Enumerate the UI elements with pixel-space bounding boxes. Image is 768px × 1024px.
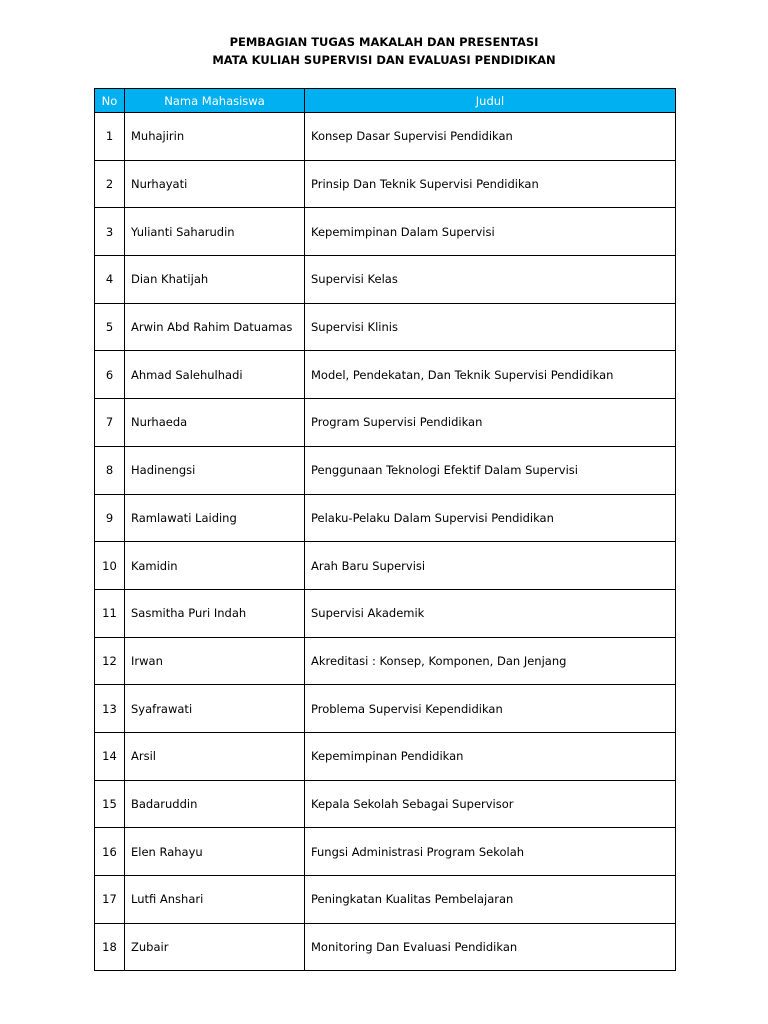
cell-nama-mahasiswa: Syafrawati [125, 685, 305, 733]
table-row [95, 113, 676, 161]
cell-no: 12 [95, 637, 125, 685]
cell-judul: Arah Baru Supervisi [305, 542, 676, 590]
table-row [95, 542, 676, 590]
cell-judul: Fungsi Administrasi Program Sekolah [305, 828, 676, 876]
cell-no: 11 [95, 589, 125, 637]
cell-judul: Akreditasi : Konsep, Komponen, Dan Jenjang [305, 637, 676, 685]
cell-no: 17 [95, 876, 125, 924]
document-title-line1: PEMBAGIAN TUGAS MAKALAH DAN PRESENTASI [229, 35, 539, 49]
table-row [95, 732, 676, 780]
cell-nama-mahasiswa: Irwan [125, 637, 305, 685]
document-title-line2: MATA KULIAH SUPERVISI DAN EVALUASI PENDIDIKAN [212, 53, 556, 67]
cell-nama-mahasiswa: Badaruddin [125, 780, 305, 828]
cell-nama-mahasiswa: Lutfi Anshari [125, 876, 305, 924]
cell-nama-mahasiswa: Arwin Abd Rahim Datuamas [125, 303, 305, 351]
cell-no: 14 [95, 732, 125, 780]
cell-nama-mahasiswa: Ahmad Salehulhadi [125, 351, 305, 399]
cell-judul: Program Supervisi Pendidikan [305, 399, 676, 447]
table-row [95, 446, 676, 494]
cell-nama-mahasiswa: Kamidin [125, 542, 305, 590]
cell-nama-mahasiswa: Sasmitha Puri Indah [125, 589, 305, 637]
assignment-table [94, 88, 676, 971]
table-header [95, 89, 676, 113]
header-nama-mahasiswa: Nama Mahasiswa [125, 89, 305, 113]
cell-judul: Konsep Dasar Supervisi Pendidikan [305, 113, 676, 161]
cell-judul: Model, Pendekatan, Dan Teknik Supervisi Pendidikan [305, 351, 676, 399]
cell-judul: Penggunaan Teknologi Efektif Dalam Supervisi [305, 446, 676, 494]
cell-no: 1 [95, 113, 125, 161]
header-no: No [95, 89, 125, 113]
table-row [95, 351, 676, 399]
table-row [95, 923, 676, 971]
cell-nama-mahasiswa: Muhajirin [125, 113, 305, 161]
cell-no: 7 [95, 399, 125, 447]
cell-nama-mahasiswa: Arsil [125, 732, 305, 780]
table-row [95, 685, 676, 733]
cell-no: 16 [95, 828, 125, 876]
cell-nama-mahasiswa: Yulianti Saharudin [125, 208, 305, 256]
header-row [95, 89, 676, 113]
cell-nama-mahasiswa: Elen Rahayu [125, 828, 305, 876]
cell-no: 5 [95, 303, 125, 351]
cell-judul: Kepemimpinan Pendidikan [305, 732, 676, 780]
cell-nama-mahasiswa: Zubair [125, 923, 305, 971]
cell-judul: Pelaku-Pelaku Dalam Supervisi Pendidikan [305, 494, 676, 542]
cell-no: 10 [95, 542, 125, 590]
table-row [95, 256, 676, 304]
cell-nama-mahasiswa: Hadinengsi [125, 446, 305, 494]
cell-judul: Prinsip Dan Teknik Supervisi Pendidikan [305, 160, 676, 208]
cell-no: 2 [95, 160, 125, 208]
cell-judul: Peningkatan Kualitas Pembelajaran [305, 876, 676, 924]
cell-nama-mahasiswa: Ramlawati Laiding [125, 494, 305, 542]
table-row [95, 876, 676, 924]
cell-no: 15 [95, 780, 125, 828]
cell-no: 3 [95, 208, 125, 256]
table-body [95, 113, 676, 971]
header-judul: Judul [305, 89, 676, 113]
cell-judul: Problema Supervisi Kependidikan [305, 685, 676, 733]
cell-nama-mahasiswa: Nurhayati [125, 160, 305, 208]
cell-no: 6 [95, 351, 125, 399]
cell-no: 9 [95, 494, 125, 542]
cell-no: 4 [95, 256, 125, 304]
cell-judul: Kepala Sekolah Sebagai Supervisor [305, 780, 676, 828]
table-row [95, 303, 676, 351]
cell-judul: Kepemimpinan Dalam Supervisi [305, 208, 676, 256]
table-row [95, 637, 676, 685]
cell-judul: Supervisi Kelas [305, 256, 676, 304]
cell-judul: Monitoring Dan Evaluasi Pendidikan [305, 923, 676, 971]
table-row [95, 160, 676, 208]
cell-no: 13 [95, 685, 125, 733]
table-row [95, 208, 676, 256]
table-row [95, 589, 676, 637]
table-row [95, 494, 676, 542]
table-row [95, 828, 676, 876]
cell-nama-mahasiswa: Dian Khatijah [125, 256, 305, 304]
cell-no: 8 [95, 446, 125, 494]
cell-no: 18 [95, 923, 125, 971]
cell-nama-mahasiswa: Nurhaeda [125, 399, 305, 447]
cell-judul: Supervisi Akademik [305, 589, 676, 637]
table-row [95, 780, 676, 828]
table-row [95, 399, 676, 447]
cell-judul: Supervisi Klinis [305, 303, 676, 351]
